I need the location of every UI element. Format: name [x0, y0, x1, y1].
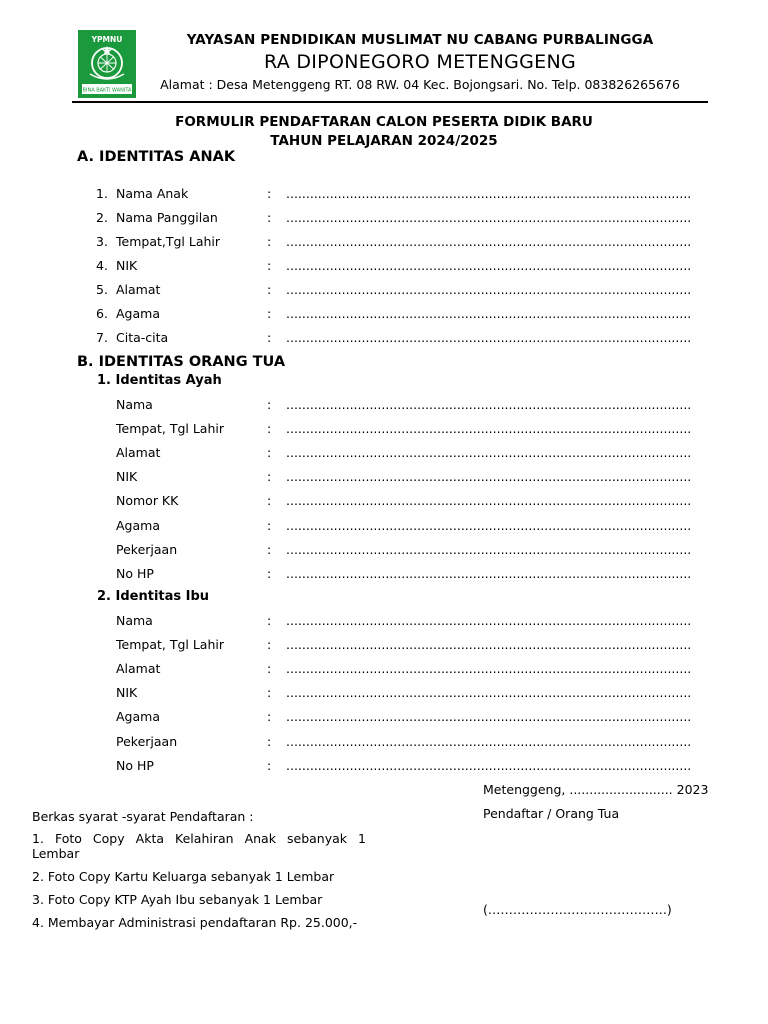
form-field-row: [0, 397, 768, 415]
field-colon: :: [267, 565, 272, 581]
field-colon: :: [267, 733, 272, 749]
field-colon: :: [267, 234, 272, 249]
form-field-row: [0, 685, 768, 703]
field-fill-line[interactable]: ......................................................................................................: [286, 709, 692, 725]
field-label: Tempat,Tgl Lahir: [116, 234, 221, 249]
field-colon: :: [267, 709, 272, 725]
form-field-row: [0, 186, 768, 204]
field-colon: :: [267, 186, 272, 201]
field-colon: :: [267, 541, 272, 557]
field-colon: :: [267, 685, 272, 701]
school-address: Alamat : Desa Metenggeng RT. 08 RW. 04 Kec. Bojongsari. No. Telp. 083826265676: [160, 77, 680, 92]
field-number: 7.: [96, 330, 108, 345]
field-fill-line[interactable]: ......................................................................................................: [286, 517, 692, 533]
field-fill-line[interactable]: ......................................................................................................: [286, 613, 692, 628]
field-label: Agama: [116, 517, 160, 533]
form-field-row: [0, 709, 768, 727]
field-label: Nama: [116, 397, 153, 412]
field-colon: :: [267, 306, 272, 321]
field-fill-line[interactable]: ......................................................................................................: [286, 661, 692, 677]
field-colon: :: [267, 330, 272, 345]
requirement-item: 1. Foto Copy Akta Kelahiran Anak sebanyak 1 Lembar: [32, 831, 366, 861]
field-colon: :: [267, 661, 272, 677]
form-field-row: [0, 445, 768, 463]
requirement-item: 4. Membayar Administrasi pendaftaran Rp. 25.000,-: [32, 915, 358, 930]
field-label: Nama Panggilan: [116, 210, 218, 225]
header-divider: [72, 101, 708, 103]
form-title-line2: TAHUN PELAJARAN 2024/2025: [270, 133, 498, 149]
form-field-row: [0, 330, 768, 348]
field-label: Agama: [116, 306, 160, 321]
field-fill-line[interactable]: ......................................................................................................: [286, 234, 692, 249]
field-number: 2.: [96, 210, 108, 225]
field-label: NIK: [116, 469, 138, 485]
form-title-line1: FORMULIR PENDAFTARAN CALON PESERTA DIDIK BARU: [175, 114, 593, 130]
field-fill-line[interactable]: ......................................................................................................: [286, 397, 692, 412]
field-fill-line[interactable]: ......................................................................................................: [286, 565, 692, 581]
field-colon: :: [267, 397, 272, 412]
form-field-row: [0, 234, 768, 252]
form-field-row: [0, 306, 768, 324]
ypmnu-logo-icon: [78, 30, 136, 98]
field-fill-line[interactable]: ......................................................................................................: [286, 258, 692, 273]
field-label: Cita-cita: [116, 330, 169, 345]
field-label: Nama Anak: [116, 186, 189, 201]
field-fill-line[interactable]: ......................................................................................................: [286, 757, 692, 773]
field-fill-line[interactable]: ......................................................................................................: [286, 282, 692, 297]
logo-top-text: YPMNU: [91, 35, 123, 44]
field-label: Alamat: [116, 661, 161, 677]
section-b-title: B. IDENTITAS ORANG TUA: [77, 354, 286, 370]
signature-role: Pendaftar / Orang Tua: [483, 806, 620, 821]
field-colon: :: [267, 445, 272, 461]
foundation-name: YAYASAN PENDIDIKAN MUSLIMAT NU CABANG PURBALINGGA: [186, 32, 654, 48]
field-label: Nama: [116, 613, 153, 628]
form-field-row: [0, 258, 768, 276]
form-field-row: [0, 613, 768, 631]
field-colon: :: [267, 493, 272, 509]
field-label: Pekerjaan: [116, 733, 178, 749]
form-field-row: [0, 758, 768, 776]
field-colon: :: [267, 469, 272, 485]
requirements-title: Berkas syarat -syarat Pendaftaran :: [32, 809, 254, 824]
field-fill-line[interactable]: ......................................................................................................: [286, 210, 692, 225]
field-fill-line[interactable]: ......................................................................................................: [286, 445, 692, 461]
field-label: No HP: [116, 565, 154, 581]
field-number: 3.: [96, 234, 108, 249]
logo-bottom-text: BINA BAKTI WANITA: [82, 87, 132, 94]
form-field-row: [0, 566, 768, 584]
ibu-subtitle: 2. Identitas Ibu: [97, 589, 210, 604]
field-colon: :: [267, 210, 272, 225]
form-field-row: [0, 542, 768, 560]
requirement-item: 2. Foto Copy Kartu Keluarga sebanyak 1 Lembar: [32, 869, 335, 884]
field-fill-line[interactable]: ......................................................................................................: [286, 541, 692, 557]
field-colon: :: [267, 757, 272, 773]
section-a-title: A. IDENTITAS ANAK: [77, 149, 236, 165]
form-field-row: [0, 469, 768, 487]
form-field-row: [0, 637, 768, 655]
field-fill-line[interactable]: ......................................................................................................: [286, 306, 692, 321]
field-colon: :: [267, 517, 272, 533]
field-fill-line[interactable]: ......................................................................................................: [286, 637, 692, 653]
requirement-item: 3. Foto Copy KTP Ayah Ibu sebanyak 1 Lembar: [32, 892, 323, 907]
field-fill-line[interactable]: ......................................................................................................: [286, 733, 692, 749]
field-fill-line[interactable]: ......................................................................................................: [286, 421, 692, 437]
field-fill-line[interactable]: ......................................................................................................: [286, 493, 692, 509]
field-label: Pekerjaan: [116, 541, 178, 557]
field-fill-line[interactable]: ......................................................................................................: [286, 685, 692, 701]
field-label: Tempat, Tgl Lahir: [116, 637, 224, 653]
form-field-row: [0, 421, 768, 439]
field-fill-line[interactable]: ......................................................................................................: [286, 186, 692, 201]
field-label: Nomor KK: [116, 493, 179, 509]
field-label: Alamat: [116, 282, 161, 297]
field-colon: :: [267, 258, 272, 273]
form-field-row: [0, 661, 768, 679]
form-field-row: [0, 734, 768, 752]
signature-date: Metenggeng, .......................... 2023: [483, 782, 709, 797]
field-colon: :: [267, 282, 272, 297]
field-number: 4.: [96, 258, 108, 273]
field-label: Tempat, Tgl Lahir: [116, 421, 224, 437]
field-fill-line[interactable]: ......................................................................................................: [286, 469, 692, 485]
field-fill-line[interactable]: ......................................................................................................: [286, 330, 692, 345]
form-field-row: [0, 282, 768, 300]
field-label: Agama: [116, 709, 160, 725]
signature-blank: (…………………………………….): [483, 902, 672, 917]
field-label: NIK: [116, 685, 138, 701]
form-field-row: [0, 493, 768, 511]
field-number: 5.: [96, 282, 108, 297]
field-colon: :: [267, 637, 272, 653]
field-label: NIK: [116, 258, 138, 273]
field-label: Alamat: [116, 445, 161, 461]
form-field-row: [0, 210, 768, 228]
field-colon: :: [267, 613, 272, 628]
field-number: 6.: [96, 306, 108, 321]
school-name: RA DIPONEGORO METENGGENG: [263, 51, 577, 73]
ayah-subtitle: 1. Identitas Ayah: [97, 373, 222, 388]
field-number: 1.: [96, 186, 108, 201]
form-title: [80, 113, 688, 151]
requirements-list: [32, 831, 366, 938]
form-field-row: [0, 518, 768, 536]
field-label: No HP: [116, 757, 154, 773]
field-colon: :: [267, 421, 272, 437]
